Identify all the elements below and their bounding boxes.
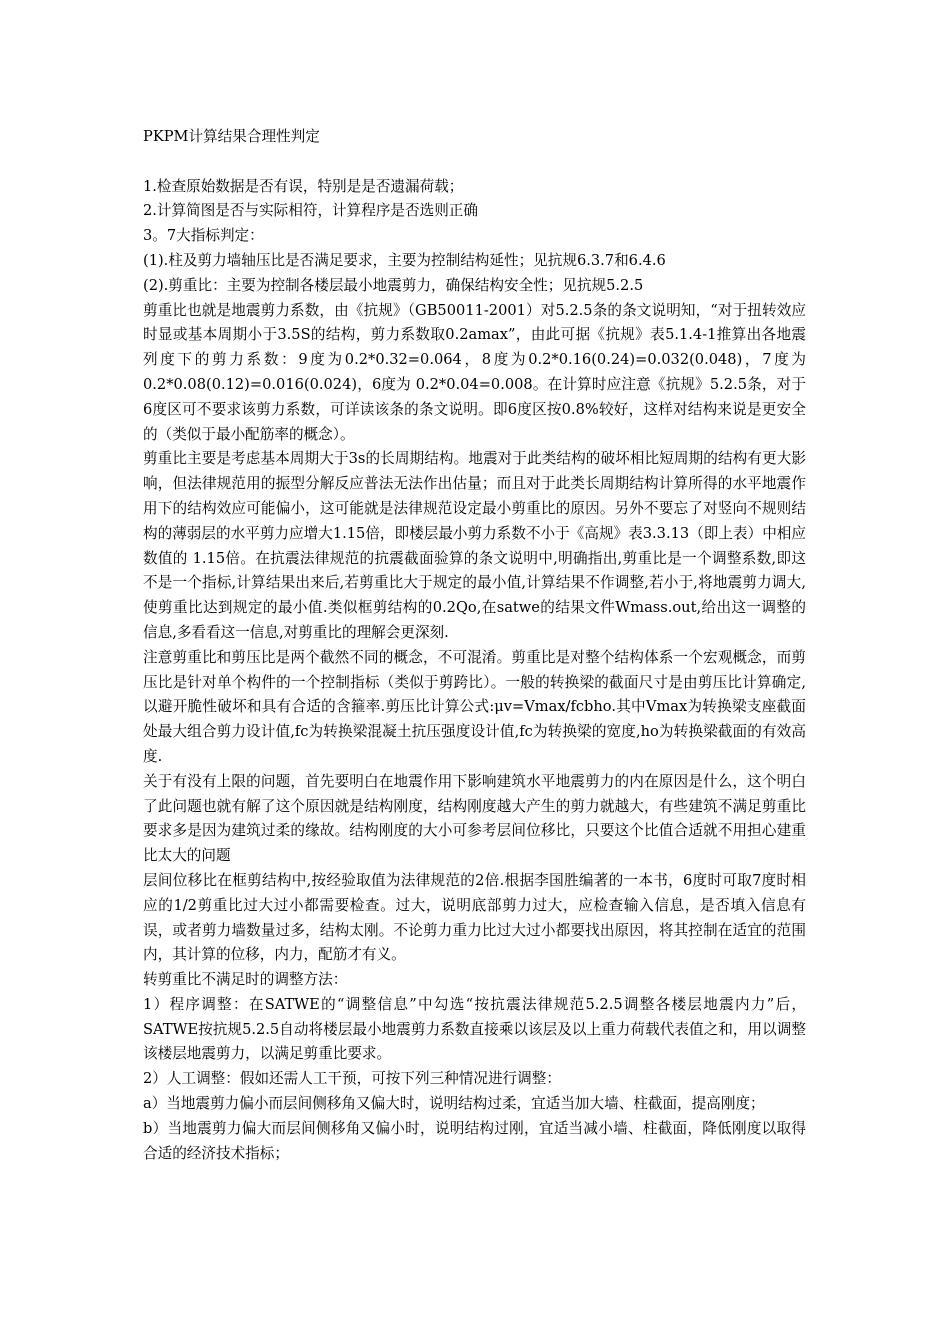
- paragraph-drift-ratio: 层间位移比在框剪结构中,按经验取值为法律规范的2倍.根据李国胜编著的一本书，6度时可取7度时相应的1/2剪重比过大过小都需要检查。过大，说明底部剪力过大，应检查输入信息，是否填入信息有误，或者剪力墙数量过多，结构太刚。不论剪力重力比过大过小都要找出原因，将其控制在适宜的范围内，其计算的位移，内力，配筋才有义。: [143, 871, 806, 964]
- paragraph-check-model: 2.计算简图是否与实际相符，计算程序是否选则正确: [143, 202, 478, 220]
- paragraph-shear-weight-ratio: (2).剪重比：主要为控制各楼层最小地震剪力，确保结构安全性；见抗规5.2.5: [143, 276, 644, 294]
- document-body: [143, 125, 806, 1166]
- paragraph-case-b: b）当地震剪力偏大而层间侧移角又偏小时，说明结构过刚，宜适当减小墙、柱截面，降低刚度以取得合适的经济技术指标；: [143, 1119, 806, 1162]
- paragraph-manual-adjust: 2）人工调整：假如还需人工干预，可按下列三种情况进行调整：: [143, 1070, 561, 1088]
- paragraph-shear-compression: 注意剪重比和剪压比是两个截然不同的概念，不可混淆。剪重比是对整个结构体系一个宏观概念，而剪压比是针对单个构件的一个控制指标（类似于剪跨比）。一般的转换梁的截面尺寸是由剪压比计算确定,以避开脆性破坏和具有合适的含箍率.剪压比计算公式:μv=Vmax/fcbho.其中Vmax为转换梁支座截面处最大组合剪力设计值,fc为转换梁混凝土抗压强度设计值,fc为转换梁的宽度,ho为转换梁截面的有效高度.: [143, 648, 806, 765]
- paragraph-seven-indicators: 3。7大指标判定：: [143, 227, 264, 245]
- paragraph-long-period: 剪重比主要是考虑基本周期大于3s的长周期结构。地震对于此类结构的破坏相比短周期的结构有更大影响，但法律规范用的振型分解反应普法无法作出估量；而且对于此类长周期结构计算所得的水平地震作用下的结构效应可能偏小，这可能就是法律规范设定最小剪重比的原因。另外不要忘了对竖向不规则结构的薄弱层的水平剪力应增大1.15倍，即楼层最小剪力系数不小于《高规》表3.3.13（即上表）中相应数值的 1.15倍。在抗震法律规范的抗震截面验算的条文说明中,明确指出,剪重比是一个调整系数,即这不是一个指标,计算结果出来后,若剪重比大于规定的最小值,计算结果不作调整,若小于,将地震剪力调大,使剪重比达到规定的最小值.类似框剪结构的0.2Qo,在satwe的结果文件Wmass.out,给出这一调整的信息,多看看这一信息,对剪重比的理解会更深刻.: [143, 450, 806, 641]
- document-title: PKPM计算结果合理性判定: [143, 128, 320, 145]
- paragraph-case-a: a）当地震剪力偏小而层间侧移角又偏大时，说明结构过柔，宜适当加大墙、柱截面，提高刚度；: [143, 1095, 765, 1113]
- paragraph-adjust-heading: 转剪重比不满足时的调整方法：: [143, 971, 348, 989]
- paragraph-check-input: 1.检查原始数据是否有误，特别是是否遗漏荷载；: [143, 177, 464, 195]
- paragraph-axial-ratio: (1).柱及剪力墙轴压比是否满足要求，主要为控制结构延性；见抗规6.3.7和6.4.6: [143, 251, 666, 269]
- paragraph-program-adjust: 1）程序调整：在SATWE的“调整信息”中勾选“按抗震法律规范5.2.5调整各楼层地震内力”后，SATWE按抗规5.2.5自动将楼层最小地震剪力系数直接乘以该层及以上重力荷载代表值之和，用以调整该楼层地震剪力，以满足剪重比要求。: [143, 995, 806, 1063]
- paragraph-upper-limit: 关于有没有上限的问题，首先要明白在地震作用下影响建筑水平地震剪力的内在原因是什么，这个明白了此问题也就有解了这个原因就是结构刚度，结构刚度越大产生的剪力就越大，有些建筑不满足剪重比要求多是因为建筑过柔的缘故。结构刚度的大小可参考层间位移比，只要这个比值合适就不用担心建重比太大的问题: [143, 772, 806, 865]
- paragraph-shear-coefficient: 剪重比也就是地震剪力系数，由《抗规》（GB50011-2001）对5.2.5条的条文说明知，“对于扭转效应时显或基本周期小于3.5S的结构，剪力系数取0.2amax”，由此可据《抗规》表5.1.4-1推算出各地震列度下的剪力系数：9度为0.2*0.32=0.064，8度为0.2*0.16(0.24)=0.032(0.048)，7度为0.2*0.08(0.12)=0.016(0.024)，6度为 0.2*0.04=0.008。在计算时应注意《抗规》5.2.5条，对于6度区可不要求该剪力系数，可详读该条的条文说明。即6度区按0.8%较好，这样对结构来说是更安全的（类似于最小配筋率的概念）。: [143, 301, 806, 443]
